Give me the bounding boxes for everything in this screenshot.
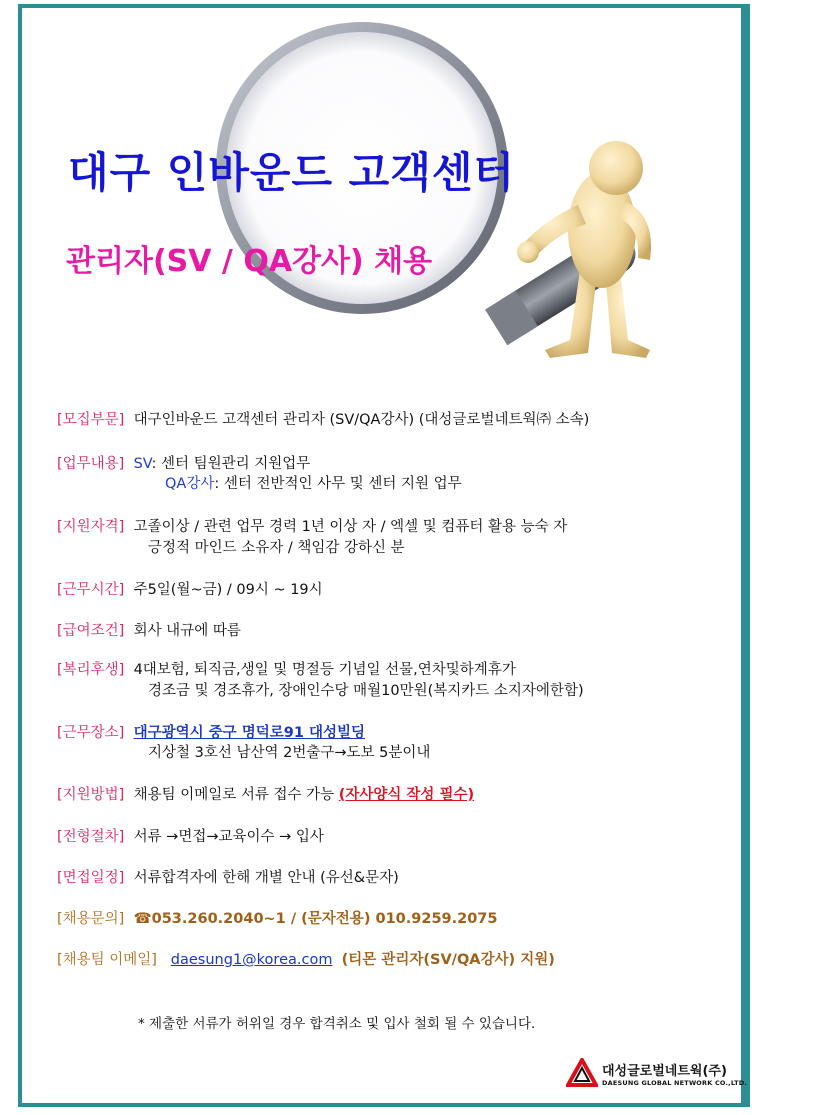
company-logo-name: 대성글로벌네트웍(주) bbox=[602, 1063, 727, 1079]
duty-qa-key: QA강사 bbox=[165, 476, 215, 492]
hours-label: [근무시간] bbox=[57, 582, 125, 598]
duty-qa-row bbox=[165, 472, 462, 493]
page-subtitle: 관리자(SV / QA강사) 채용 bbox=[66, 244, 433, 279]
interview-value: 서류합격자에 한해 개별 안내 (유선&문자) bbox=[133, 870, 399, 886]
qual-line2: 긍정적 마인드 소유자 / 책임감 강하신 분 bbox=[148, 540, 405, 556]
qual-row bbox=[57, 515, 567, 536]
email-row bbox=[57, 948, 555, 969]
interview-label: [면접일정] bbox=[57, 870, 125, 886]
process-label: [전형절차] bbox=[57, 829, 125, 845]
contact-value: ☎053.260.2040~1 / (문자전용) 010.9259.2075 bbox=[133, 911, 498, 927]
apply-value: 채용팀 이메일로 서류 접수 가능 bbox=[133, 787, 339, 803]
email-note: (티몬 관리자(SV/QA강사) 지원) bbox=[341, 952, 555, 968]
place-label: [근무장소] bbox=[57, 725, 125, 741]
apply-row bbox=[57, 783, 474, 804]
hours-row bbox=[57, 578, 323, 599]
duty-row bbox=[57, 452, 310, 473]
benefit-line2: 경조금 및 경조휴가, 장애인수당 매월10만원(복지카드 소지자에한함) bbox=[148, 683, 584, 699]
place-address[interactable]: 대구광역시 중구 명덕로91 대성빌딩 bbox=[133, 725, 365, 741]
company-logo bbox=[566, 1058, 747, 1088]
benefit-label: [복리후생] bbox=[57, 662, 125, 678]
dept-value: 대구인바운드 고객센터 관리자 (SV/QA강사) (대성글로벌네트웍㈜ 소속) bbox=[133, 412, 590, 428]
place-line2: 지상철 3호선 남산역 2번출구→도보 5분이내 bbox=[148, 745, 431, 761]
place-row bbox=[57, 721, 365, 742]
duty-qa-value: : 센터 전반적인 사무 및 센터 지원 업무 bbox=[214, 476, 462, 492]
contact-label: [채용문의] bbox=[57, 911, 125, 927]
duty-sv-value: : 센터 팀원관리 지원업무 bbox=[151, 456, 311, 472]
dept-row bbox=[57, 408, 589, 429]
email-label: [채용팀 이메일] bbox=[57, 952, 157, 968]
email-link[interactable]: daesung1@korea.com bbox=[170, 952, 333, 968]
apply-label: [지원방법] bbox=[57, 787, 125, 803]
frame-right-edge bbox=[745, 4, 750, 1107]
interview-row bbox=[57, 866, 399, 887]
pay-value: 회사 내규에 따름 bbox=[133, 623, 241, 639]
company-logo-name-en: DAESUNG GLOBAL NETWORK CO.,LTD. bbox=[602, 1078, 747, 1087]
pay-row bbox=[57, 619, 241, 640]
qual-line1: 고졸이상 / 관련 업무 경력 1년 이상 자 / 엑셀 및 컴퓨터 활용 능숙 자 bbox=[133, 519, 568, 535]
apply-note: (자사양식 작성 필수) bbox=[338, 787, 475, 803]
duty-label: [업무내용] bbox=[57, 456, 125, 472]
hours-value: 주5일(월~금) / 09시 ~ 19시 bbox=[133, 582, 323, 598]
benefit-line1: 4대보험, 퇴직금,생일 및 명절등 기념일 선물,연차및하계휴가 bbox=[133, 662, 516, 678]
benefit-row bbox=[57, 658, 516, 679]
duty-sv-key: SV bbox=[133, 456, 152, 472]
contact-row bbox=[57, 907, 498, 928]
process-row bbox=[57, 825, 324, 846]
pay-label: [급여조건] bbox=[57, 623, 125, 639]
qual-label: [지원자격] bbox=[57, 519, 125, 535]
disclaimer-notice: * 제출한 서류가 허위일 경우 합격취소 및 입사 철회 될 수 있습니다. bbox=[138, 1016, 536, 1032]
company-logo-icon bbox=[566, 1058, 598, 1088]
dept-label: [모집부문] bbox=[57, 412, 125, 428]
process-value: 서류 →면접→교육이수 → 입사 bbox=[133, 829, 324, 845]
page-title: 대구 인바운드 고객센터 bbox=[68, 148, 515, 197]
